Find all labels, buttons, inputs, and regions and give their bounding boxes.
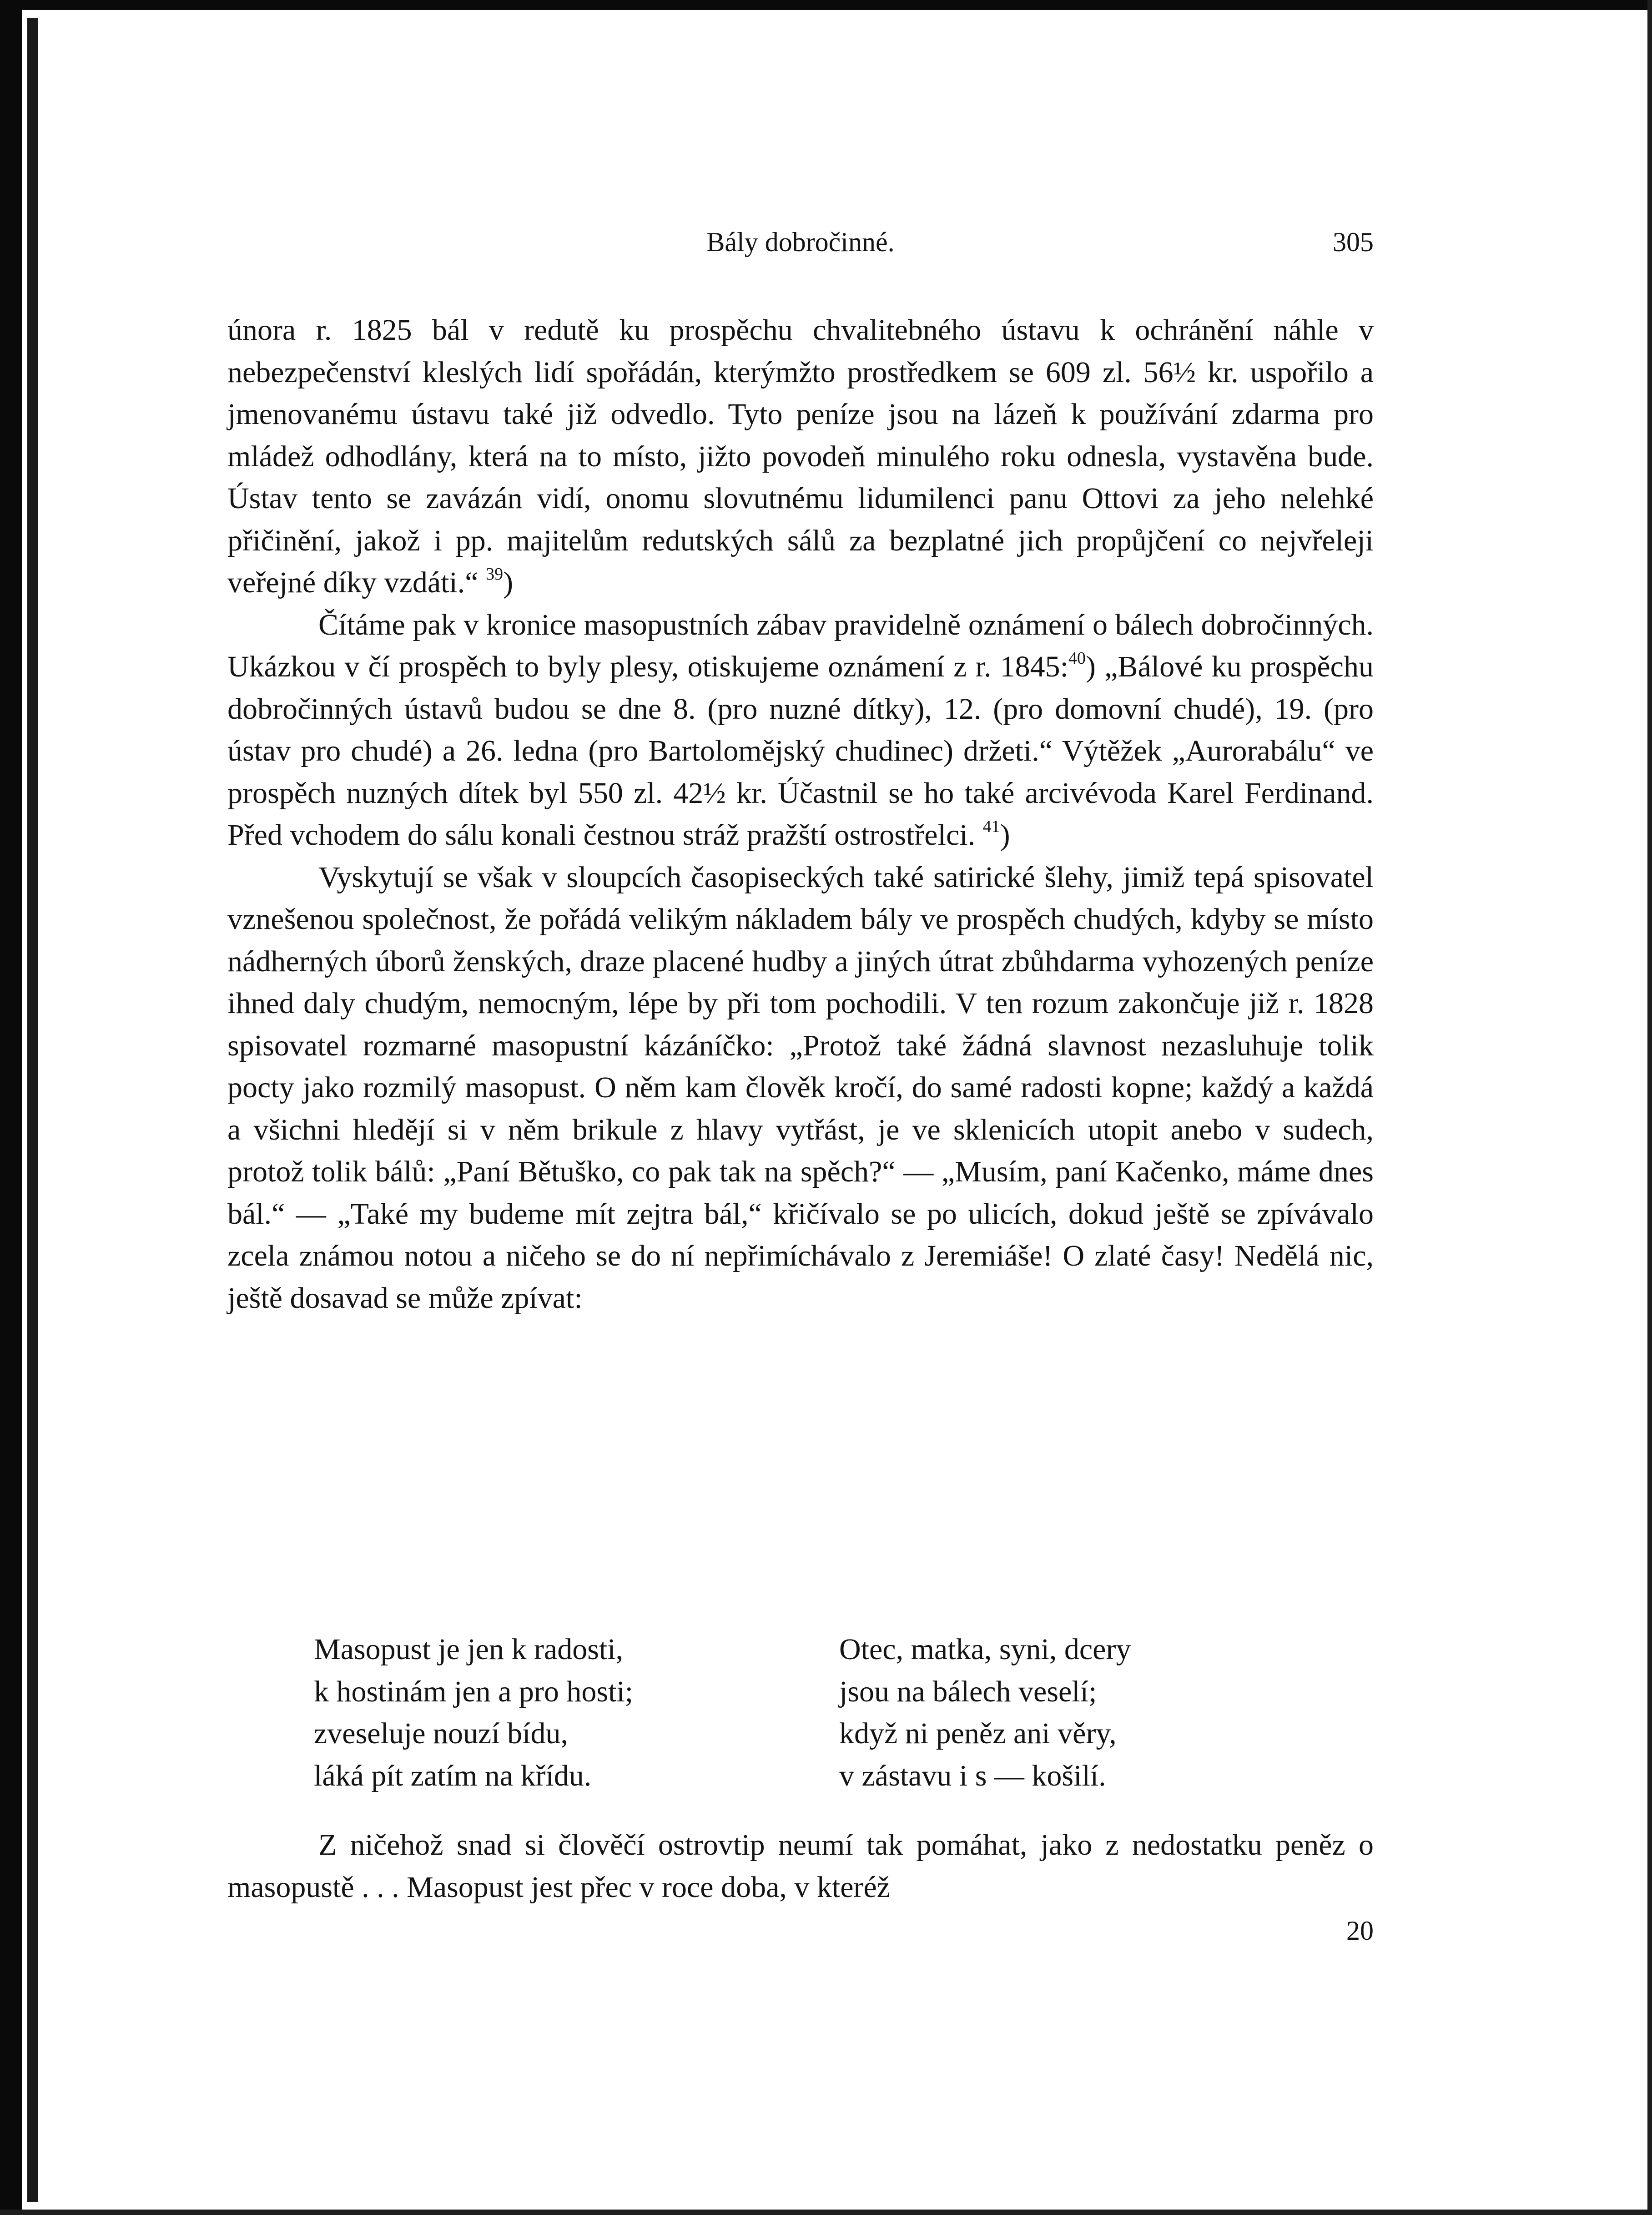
- footnote-ref-39: 39: [486, 565, 504, 584]
- footnote-ref-41: 41: [982, 817, 1000, 836]
- paragraph-text: ): [1000, 818, 1010, 852]
- scan-border-left: [0, 0, 22, 2215]
- poem-stanza-right: [839, 1629, 1131, 1797]
- poem-line: jsou na bálech veselí;: [839, 1675, 1097, 1708]
- signature-mark: 20: [1346, 1916, 1374, 1946]
- poem-line: když ni peněz ani věry,: [839, 1717, 1117, 1750]
- paragraph-text: ): [503, 566, 514, 599]
- footnote-ref-40: 40: [1068, 649, 1086, 668]
- paragraph-text: Vyskytují se však v sloupcích časopiseckých také satirické šlehy, jimiž tepá spisovatel vznešenou společnost, že pořádá velikým nákladem bály ve prospěch chudých, kdyby se místo nádherných úborů ženských, draze placené hudby a jiných útrat zbůhdarma vyhozených peníze ihned daly chudým, nemocným, lépe by při tom pochodili. V ten rozum zakončuje již r. 1828 spisovatel rozmarné masopustní kázáníčko: „Protož také žádná slavnost nezasluhuje tolik pocty jako rozmilý masopust. O něm kam člověk kročí, do samé radosti kopne; každý a každá a všichni hledějí si v něm brikule z hlavy vytřást, je ve sklenicích utopit anebo v sudech, protož tolik bálů: „Paní Bětuško, co pak tak na spěch?“ — „Musím, paní Kačenko, máme dnes bál.“ — „Také my budeme mít zejtra bál,“ křičívalo se po ulicích, dokud ještě se zpívávalo zcela známou notou a ničeho se do ní nepřimíchávalo z Jeremiáše! O zlaté časy! Nedělá nic, ještě dosavad se může zpívat:: [227, 860, 1374, 1315]
- paragraph-text: kr. uspořilo a jmenovanému ústavu také již odvedlo. Tyto peníze jsou na lázeň k používání zdarma pro mládež odhodlány, která na to místo, jižto povodeň minulého roku odnesla, vystavěna bude. Ústav tento se zavázán vidí, onomu slovutnému lidumilenci panu Ottovi za jeho nelehké přičinění, jakož i pp. majitelům redutských sálů za bezplatné jich propůjčení co nejvřeleji veřejné díky vzdáti.“: [227, 355, 1374, 599]
- paragraph-1: [227, 309, 1374, 604]
- page-header: [227, 223, 1374, 264]
- paragraph-text: února r. 1825 bál v redutě ku prospěchu chvalitebného ústavu k ochránění náhle v nebezpečenství kleslých lidí spořádán, kterýmžto prostředkem se 609 zl. 56: [227, 313, 1374, 389]
- page-number: 305: [1333, 227, 1374, 257]
- poem-line: v zástavu i s — košilí.: [839, 1759, 1106, 1792]
- paragraph-2: [227, 604, 1374, 857]
- scan-border-top: [0, 0, 1652, 10]
- body-text: [227, 309, 1374, 1319]
- poem-line: zveseluje nouzí bídu,: [314, 1717, 569, 1750]
- poem-line: Masopust je jen k radosti,: [314, 1633, 624, 1666]
- running-title: Bály dobročinné.: [706, 227, 895, 257]
- poem-line: k hostinám jen a pro hosti;: [314, 1675, 634, 1708]
- closing-paragraph: Z ničehož snad si člověčí ostrovtip neumí tak pomáhat, jako z nedostatku peněz o masopustě . . . Masopust jest přec v roce doba, v kteréž: [227, 1828, 1374, 1904]
- scan-border-right: [1647, 0, 1652, 2215]
- paragraph-text: Čítáme pak v kronice masopustních zábav pravidelně oznámení o bálech dobročinných. Ukázkou v čí prospěch to byly plesy, otiskujeme oznámení z r. 1845:: [227, 608, 1374, 683]
- scan-border-left-inner: [27, 18, 38, 2202]
- fraction: ½: [1173, 355, 1196, 389]
- paragraph-text: ) „Bálové ku prospěchu dobročinných ústavů budou se dne 8. (pro nuzné dítky), 12. (pro domovní chudé), 19. (pro ústav pro chudé) a 26. ledna (pro Bartolomějský chudinec) držeti.“ Výtěžek „Aurorabálu“ ve prospěch nuzných dítek byl 550 zl. 42: [227, 650, 1374, 810]
- poem-stanza-left: [314, 1629, 633, 1797]
- paragraph-text: kr. Účastnil se ho také arcivévoda Karel Ferdinand. Před vchodem do sálu konali čestnou stráž pražští ostrostřelci.: [227, 776, 1374, 852]
- closing-text: [227, 1824, 1374, 1908]
- poem-line: Otec, matka, syni, dcery: [839, 1633, 1131, 1666]
- scan-border-bottom: [0, 2210, 1652, 2215]
- paragraph-3: [227, 857, 1374, 1320]
- fraction: ½: [703, 776, 726, 810]
- poem-line: láká pít zatím na křídu.: [314, 1759, 592, 1792]
